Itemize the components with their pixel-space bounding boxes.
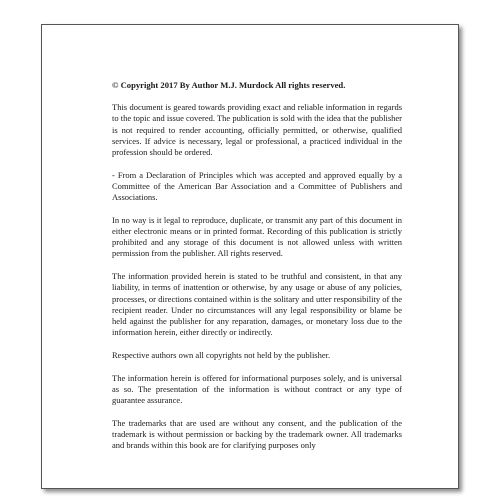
paragraph-liability: The information provided herein is stated to be truthful and consistent, in that any liability, in terms of inattention or otherwise, by any usage or abuse of any policies, processes, or directions contained within is the solitary and utter responsibility of the recipient reader. Under no circumstances will any legal responsibility or blame be held against the publisher for any reparation, damages, or monetary loss due to the information herein, either directly or indirectly. <box>112 271 402 338</box>
paragraph-disclaimer: This document is geared towards providing exact and reliable information in regards to the topic and issue covered. The publication is sold with the idea that the publisher is not required to render accounting, officially permitted, or otherwise, qualified services. If advice is necessary, legal or professional, a practiced individual in the profession should be ordered. <box>112 102 402 158</box>
paragraph-declaration: - From a Declaration of Principles which was accepted and approved equally by a Committee of the American Bar Association and a Committee of Publishers and Associations. <box>112 169 402 203</box>
paragraph-reproduction: In no way is it legal to reproduce, duplicate, or transmit any part of this document in either electronic means or in printed format. Recording of this publication is strictly prohibited and any storage of this document is not allowed unless with written permission from the publisher. All rights reserved. <box>112 214 402 259</box>
paragraph-informational: The information herein is offered for informational purposes solely, and is universal as so. The presentation of the information is without contract or any type of guarantee assurance. <box>112 372 402 405</box>
paragraph-trademarks: The trademarks that are used are without any consent, and the publication of the trademark is without permission or backing by the trademark owner. All trademarks and brands within this book are for clarifying purposes only <box>112 417 402 451</box>
paragraph-copyrights: Respective authors own all copyrights not held by the publisher. <box>112 349 331 360</box>
document-page <box>41 24 459 489</box>
page-content <box>112 80 402 463</box>
copyright-heading: © Copyright 2017 By Author M.J. Murdock All rights reserved. <box>112 80 346 90</box>
